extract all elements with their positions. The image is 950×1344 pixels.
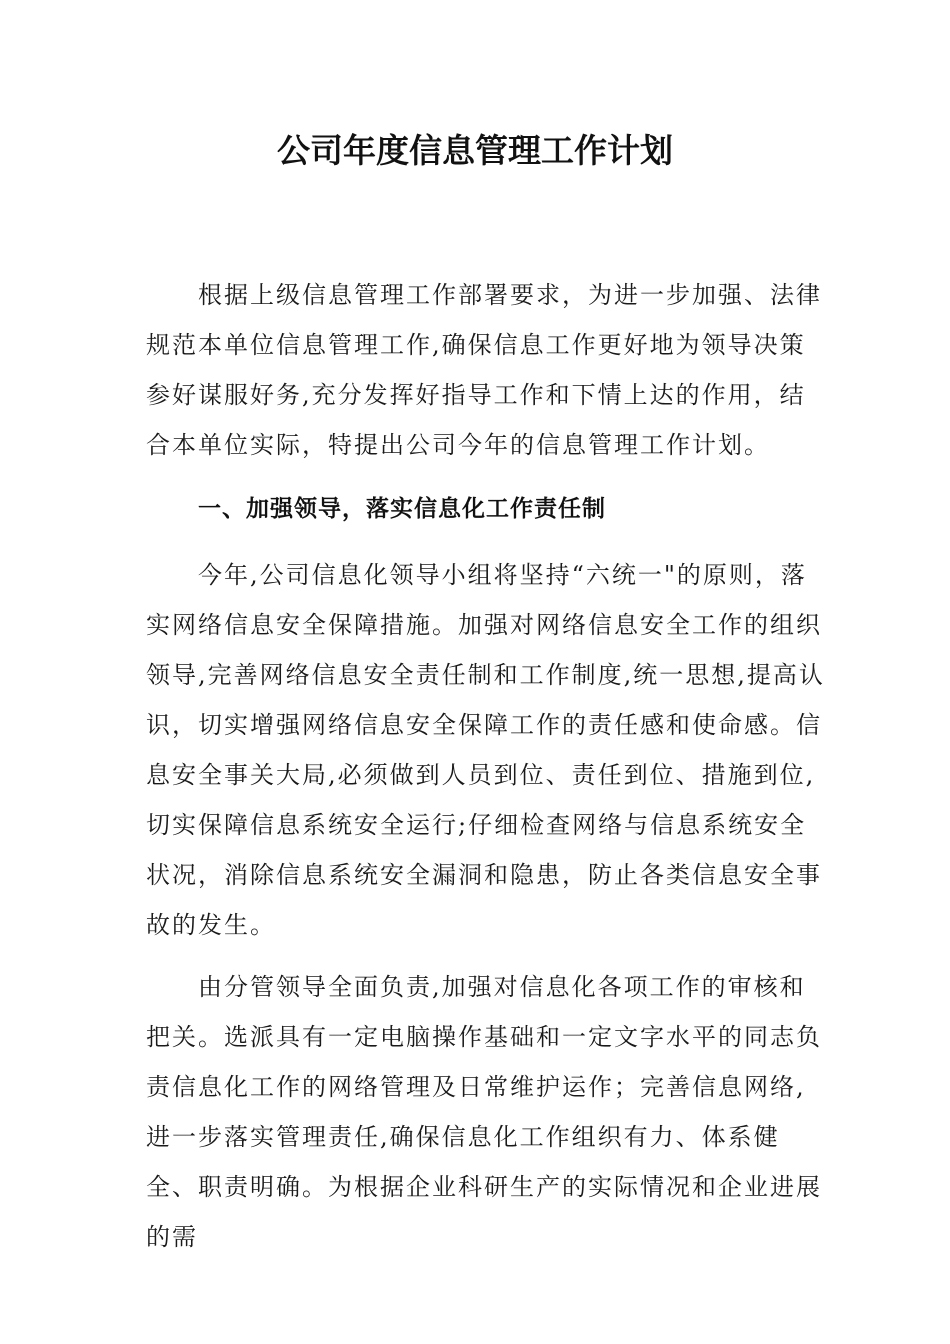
paragraph-text: 根据上级信息管理工作部署要求，为进一步加强、法律规范本单位信息管理工作,确保信息工作更好地为领导决策参好谋服好务,充分发挥好指导工作和下情上达的作用，结合本单位实际，特提出公司今年的信息管理工作计划。 — [146, 281, 822, 459]
intro-paragraph — [146, 270, 826, 470]
section-heading-text: 一、加强领导，落实信息化工作责任制 — [198, 496, 606, 522]
paragraph-text: 今年,公司信息化领导小组将坚持“六统一"的原则，落实网络信息安全保障措施。加强对网络信息安全工作的组织领导,完善网络信息安全责任制和工作制度,统一思想,提高认识，切实增强网络信息安全保障工作的责任感和使命感。信息安全事关大局,必须做到人员到位、责任到位、措施到位,切实保障信息系统安全运行;仔细检查网络与信息系统安全状况，消除信息系统安全漏洞和隐患，防止各类信息安全事故的发生。 — [146, 561, 825, 939]
section-heading-1 — [146, 484, 826, 534]
section-1-paragraph-1 — [146, 550, 826, 950]
document-title: 公司年度信息管理工作计划 — [277, 131, 673, 170]
section-1-paragraph-2 — [146, 962, 826, 1262]
paragraph-text: 由分管领导全面负责,加强对信息化各项工作的审核和把关。选派具有一定电脑操作基础和一定文字水平的同志负责信息化工作的网络管理及日常维护运作；完善信息网络,进一步落实管理责任,确保信息化工作组织有力、体系健全、职责明确。为根据企业科研生产的实际情况和企业进展的需 — [146, 973, 822, 1251]
